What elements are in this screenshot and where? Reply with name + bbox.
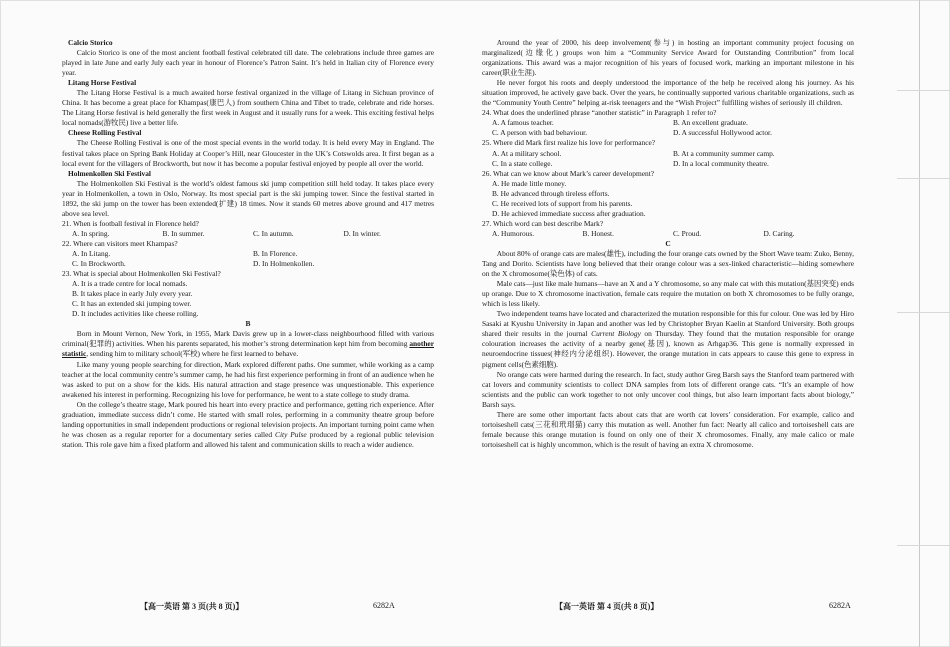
margin-rule <box>897 90 950 91</box>
question-25-options <box>482 149 854 169</box>
litang-horse-text: The Litang Horse Festival is a much awaited horse festival organized in the village of Litang in Sichuan province of China. It has become a great place for Khampas(康巴人) from southern China and Tibet to trade, celebrate and ride horses. The Litang Horse festival is held generally the first week in August and it usually runs for a week. This exciting festival helps local nomads(游牧民) live a better life. <box>62 88 434 128</box>
text-run: on Thursday. They found that the mutation responsible for orange colouration increases the activity of a nearby gene(基因), known as Arhgap36. This gene is normally expressed in neuroendocrine tissues(神经内分泌组织). However, the orange mutation in cats appears to cause this gene to express in pigment cells(色素细胞). <box>482 329 855 369</box>
option: D. In winter. <box>343 228 381 238</box>
passage-c-paragraph-2: Male cats—just like male humans—have an X and a Y chromosome, so any male cat with this mutation(基因突变) ends up orange. Due to X chromosome inactivation, female cats require the mutation on both X chromosomes to be fully orange, which is less likely. <box>482 279 854 309</box>
option: D. A successful Hollywood actor. <box>673 128 772 138</box>
holmenkollen-title: Holmenkollen Ski Festival <box>68 168 151 178</box>
section-c-heading: C <box>665 238 671 248</box>
question-23-options <box>62 279 434 319</box>
underlined-phrase: another statistic <box>62 339 434 359</box>
question-25: 25. Where did Mark first realize his love for performance? <box>482 138 656 148</box>
cheese-rolling-title: Cheese Rolling Festival <box>68 128 142 138</box>
option: C. In Brockworth. <box>72 259 126 269</box>
option: A. A famous teacher. <box>492 118 554 128</box>
option: C. In a state college. <box>492 158 553 168</box>
option: D. In Holmenkollen. <box>253 259 315 269</box>
passage-c-paragraph-4: No orange cats were harmed during the research. In fact, study author Greg Barsh says the Stanford team partnered with cat lovers and community scientists to collect DNA samples from lots of different orange cats. “It’s an example of how scientists and the public can work together to not only uncover cool things, but also learn important facts about biology,” Barsh says. <box>482 369 854 409</box>
option: B. It takes place in early July every year. <box>72 289 193 299</box>
litang-horse-title: Litang Horse Festival <box>68 78 137 88</box>
option: D. Caring. <box>763 228 795 238</box>
right-page-column <box>482 38 854 450</box>
passage-b-paragraph-2: Like many young people searching for direction, Mark explored different paths. One summer, while working as a camp teacher at the local community centre’s summer camp, he had his first experience performing in front of an audience when he was asked to put on a show for the kids. His natural attraction and stage presence was unquestionable. This experience awakened his interest in performing. Recognizing his love for performance, he went to a state college to study drama. <box>62 359 434 399</box>
question-27: 27. Which word can best describe Mark? <box>482 218 604 228</box>
option: A. At a military school. <box>492 148 562 158</box>
margin-rule <box>897 178 950 179</box>
footer-page-4: 【高一英语 第 4 页(共 8 页)】 <box>555 602 659 611</box>
option: D. He achieved immediate success after graduation. <box>492 208 646 218</box>
question-21-options <box>62 229 434 239</box>
margin-rule <box>897 312 950 313</box>
option: A. In spring. <box>72 228 110 238</box>
footer-page-3: 【高一英语 第 3 页(共 8 页)】 <box>140 602 244 611</box>
passage-b-paragraph-3 <box>62 400 434 450</box>
question-26: 26. What can we know about Mark’s career development? <box>482 168 655 178</box>
passage-b-paragraph-5: He never forgot his roots and deeply understood the importance of the help he received along his journey. As his situation improved, he actively gave back. Over the years, he continually supported various charitable organizations, such as the “Community Youth Centre” helping at-risk teenagers and the “Wish Project” fulfilling wishes of seriously ill children. <box>482 78 854 108</box>
option: A. He made little money. <box>492 178 567 188</box>
text-run: Born in Mount Vernon, New York, in 1955, Mark Davis grew up in a lower-class neighbourhood filled with various criminal(犯罪的) activities. When his parents separated, his mother’s strong determination kept him from becoming <box>62 329 434 349</box>
calcio-storico-text: Calcio Storico is one of the most ancient football festival celebrated till date. The celebrations include three games are played in late June and early July each year in honour of Florence’s Patron Saint. It’s held in Italian city of Florence every year. <box>62 48 434 78</box>
fold-line <box>919 0 920 647</box>
cheese-rolling-text: The Cheese Rolling Festival is one of the most special events in the world today. It is held every May in England. The festival takes place on Spring Bank Holiday at Cooper’s Hill, near Gloucester in the UK’s Cotswolds area. It first began as a local event for the villagers of Brockworth, but now it has become a popular festival enjoyed by people all over the world. <box>62 138 434 168</box>
calcio-storico-title: Calcio Storico <box>68 38 113 47</box>
option: B. At a community summer camp. <box>673 148 775 158</box>
option: B. In Florence. <box>253 248 298 258</box>
option: B. He advanced through tireless efforts. <box>492 188 610 198</box>
option: D. It includes activities like cheese rolling. <box>72 309 199 319</box>
question-21: 21. When is football festival in Florence held? <box>62 218 199 228</box>
passage-c-paragraph-5: There are some other important facts about cats that are worth cat lovers’ consideration. For example, calico and tortoiseshell cats(三花和玳瑁猫) carry this mutation as well. Another fun fact: Nearly all calico and tortoiseshell cats are female because this orange mutation is found on only one of their X chromosomes. Finally, any male calico or male tortoiseshell cat is highly uncommon, which is the result of having an extra X chromosome. <box>482 409 854 449</box>
option: C. He received lots of support from his parents. <box>492 198 633 208</box>
option: B. An excellent graduate. <box>673 118 748 128</box>
text-run: On the college’s theatre stage, Mark poured his heart into every practice and performance, getting rich experience. After graduation, immediate success didn’t come. He started with small roles, performing in a community theatre group before landing opportunities in small independent productions or regional television projects. An important turning point came when he was chosen as a regular reporter for a documentary series called <box>62 399 434 439</box>
text-run: Two independent teams have located and characterized the mutation responsible for this fur colour. One was led by Hiro Sasaki at Kyushu University in Japan and another was led by Christopher Bryan Kaelin at Stanford University. Both groups shared their results in the journal <box>482 309 854 339</box>
option: C. In autumn. <box>253 228 294 238</box>
question-23: 23. What is special about Holmenkollen Ski Festival? <box>62 269 221 279</box>
passage-c-paragraph-1: About 80% of orange cats are males(雄性), including the four orange cats owned by the Short Wave team: Zuko, Benny, Tang and Dorito. Scientists have long believed that their orange colour was a sex-linked characteristic—hiding somewhere on the X chromosome(染色体) of cats. <box>482 248 854 279</box>
option: A. It is a trade centre for local nomads. <box>72 279 188 289</box>
section-b-heading: B <box>245 319 251 329</box>
option: B. Honest. <box>582 228 614 238</box>
option: C. It has an extended ski jumping tower. <box>72 299 192 309</box>
option: B. In summer. <box>162 228 205 238</box>
option: C. A person with bad behaviour. <box>492 128 588 138</box>
footer-code-left: 6282A <box>373 601 395 610</box>
question-22: 22. Where can visitors meet Khampas? <box>62 238 178 248</box>
question-24: 24. What does the underlined phrase “another statistic” in Paragraph 1 refer to? <box>482 108 717 118</box>
text-run: produced by a regional public television station. This role gave him a fixed platform and allowed his talent and communication skills to reach a wider audience. <box>62 429 434 449</box>
passage-b-paragraph-1 <box>62 329 434 359</box>
italic-title: City Pulse <box>275 429 307 439</box>
holmenkollen-text: The Holmenkollen Ski Festival is the world’s oldest famous ski jump competition still held today. It takes place every year in Holmenkollen, a town in Oslo, Norway. Its most special part is the ski jumping tower. Since the festival started in 1892, the ski jump on the tower has been extended(扩建) 18 times. Now it stands 60 metres above ground and 417 metres above sea level. <box>62 178 434 218</box>
question-27-options <box>482 229 854 239</box>
option: A. In Litang. <box>72 248 111 258</box>
question-24-options <box>482 118 854 138</box>
passage-c-paragraph-3 <box>482 309 854 369</box>
passage-b-paragraph-4: Around the year of 2000, his deep involvement(参与) in hosting an important community project focusing on marginalized(边缘化) groups won him a “Community Service Award for Outstanding Contribution” from local organizations. This award was a major recognition of his years of focused work, marking an important milestone in his career(职业生涯). <box>482 38 854 78</box>
option: D. In a local community theatre. <box>673 158 769 168</box>
question-26-options <box>482 179 854 219</box>
footer-code-right: 6282A <box>829 601 851 610</box>
question-22-options <box>62 249 434 269</box>
option: A. Humorous. <box>492 228 535 238</box>
margin-rule <box>897 545 950 546</box>
option: C. Proud. <box>673 228 702 238</box>
italic-journal: Current Biology <box>591 329 641 339</box>
text-run: , sending him to military school(军校) where he first learned to behave. <box>86 349 299 359</box>
left-page-column <box>62 38 434 450</box>
